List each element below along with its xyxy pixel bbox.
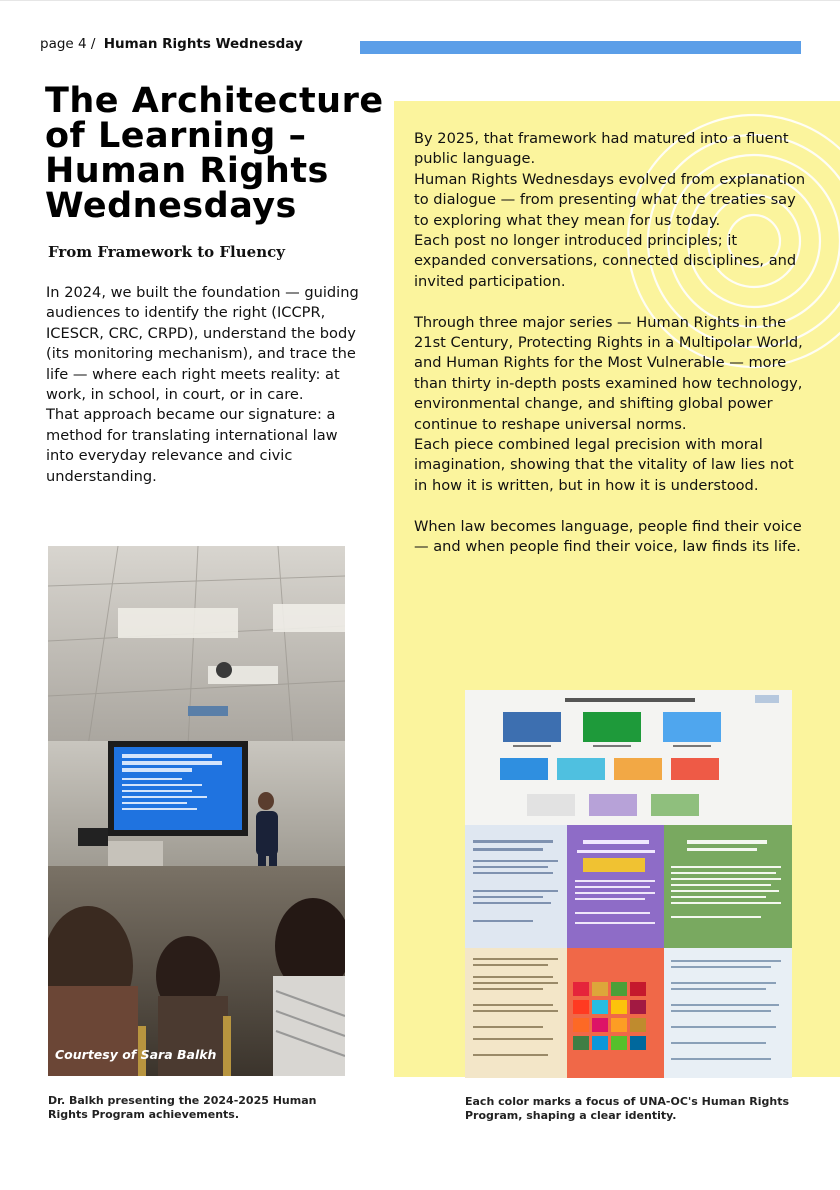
left-paragraph: In 2024, we built the foundation — guiding audiences to identify the right (ICCPR, ICESCR, CRC, CRPD), understand the body (its monitoring mechanism), and trace the life — where each right meets reality: at work, in school, in court, or in care.	[46, 284, 359, 404]
page-header	[40, 36, 303, 52]
photo-caption: Dr. Balkh presenting the 2024-2025 Human Rights Program achievements.	[48, 1094, 317, 1121]
presentation-photo	[48, 546, 345, 1076]
top-divider	[0, 0, 840, 1]
right-paragraph: Through three major series — Human Rights in the 21st Century, Protecting Rights in a Multipolar World, and Human Rights for the Most Vulnerable — more than thirty in-depth posts examined how technology, environmental change, and shifting global power continue to reshape universal norms.	[414, 313, 803, 433]
page-number: page 4 /	[40, 36, 96, 52]
right-paragraph: By 2025, that framework had matured into a fluent public language.	[414, 130, 789, 168]
color-coding-poster	[465, 690, 792, 1078]
right-paragraph: When law becomes language, people find their voice — and when people find their voice, law finds its life.	[414, 517, 802, 556]
left-paragraph: That approach became our signature: a method for translating international law into everyday relevance and civic understanding.	[46, 406, 338, 485]
right-paragraph: Each post no longer introduced principles; it expanded conversations, connected disciplines, and invited participation.	[414, 232, 797, 290]
article-title: The Architecture of Learning – Human Rights Wednesdays	[45, 81, 384, 226]
article-subtitle: From Framework to Fluency	[48, 243, 285, 261]
poster-caption: Each color marks a focus of UNA-OC's Human Rights Program, shaping a clear identity.	[465, 1095, 789, 1122]
header-accent-bar	[360, 41, 801, 54]
left-column-text	[46, 283, 366, 487]
right-paragraph: Human Rights Wednesdays evolved from explanation to dialogue — from presenting what the treaties say to exploring what they mean for us today.	[414, 170, 806, 229]
right-column-text	[414, 129, 809, 558]
right-paragraph: Each piece combined legal precision with moral imagination, showing that the vitality of law lies not in how it is written, but in how it is understood.	[414, 436, 794, 494]
photo-credit: Courtesy of Sara Balkh	[55, 1047, 217, 1062]
section-title: Human Rights Wednesday	[103, 36, 303, 52]
poster-illustration	[465, 690, 792, 1078]
classroom-illustration	[48, 546, 345, 1076]
